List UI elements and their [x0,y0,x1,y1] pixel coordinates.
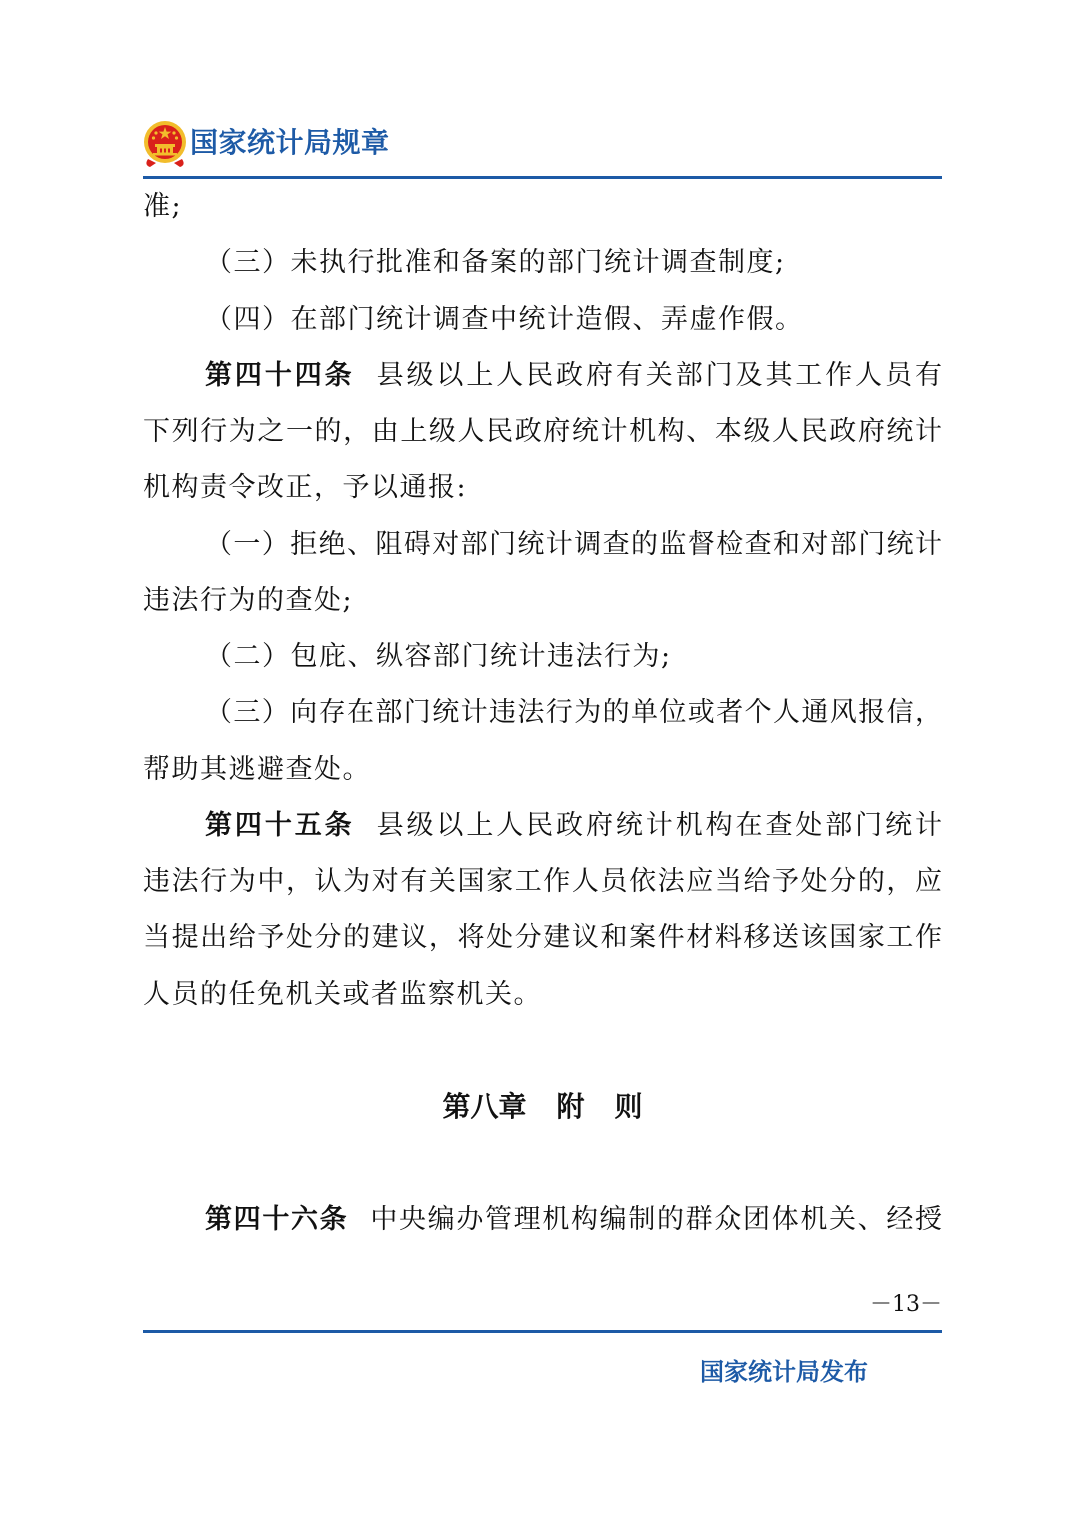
article-text: 中央编办管理机构编制的群众团体机关、经授 [370,1204,943,1235]
body-line: 下列行为之一的，由上级人民政府统计机构、本级人民政府统计 [143,416,942,447]
national-emblem-icon [142,119,188,169]
article-46-first-line [205,1200,942,1240]
body-line: （二）包庇、纵容部门统计违法行为; [205,641,672,672]
chapter-heading [143,1087,942,1127]
header-divider [143,176,942,179]
article-text: 县级以上人民政府统计机构在查处部门统计 [376,810,943,841]
chapter-title-part: 则 [614,1090,643,1123]
body-line: 当提出给予处分的建议，将处分建议和案件材料移送该国家工作 [143,922,942,953]
publisher-label: 国家统计局发布 [700,1358,868,1386]
body-line: 帮助其逃避查处。 [143,754,371,785]
body-line: （三）向存在部门统计违法行为的单位或者个人通风报信， [205,697,942,728]
body-line: （三）未执行批准和备案的部门统计调查制度; [205,247,786,278]
header-title: 国家统计局规章 [190,126,390,159]
body-line: 机构责令改正，予以通报: [143,472,468,503]
page-number: －13－ [870,1292,942,1317]
article-label: 第四十四条 [205,360,355,391]
footer-divider [143,1330,942,1333]
body-line: 违法行为的查处; [143,585,354,616]
body-line: 人员的任免机关或者监察机关。 [143,979,542,1010]
article-label: 第四十五条 [205,810,355,841]
body-line: （四）在部门统计调查中统计造假、弄虚作假。 [205,304,804,335]
body-line: （一）拒绝、阻碍对部门统计调查的监督检查和对部门统计 [205,529,942,560]
chapter-number: 第八章 [442,1090,527,1123]
article-44-first-line [205,356,942,396]
chapter-title-part: 附 [556,1090,585,1123]
body-line: 准; [143,191,183,222]
article-text: 县级以上人民政府有关部门及其工作人员有 [376,360,943,391]
article-45-first-line [205,806,942,846]
article-label: 第四十六条 [205,1204,349,1235]
body-line: 违法行为中，认为对有关国家工作人员依法应当给予处分的，应 [143,866,942,897]
